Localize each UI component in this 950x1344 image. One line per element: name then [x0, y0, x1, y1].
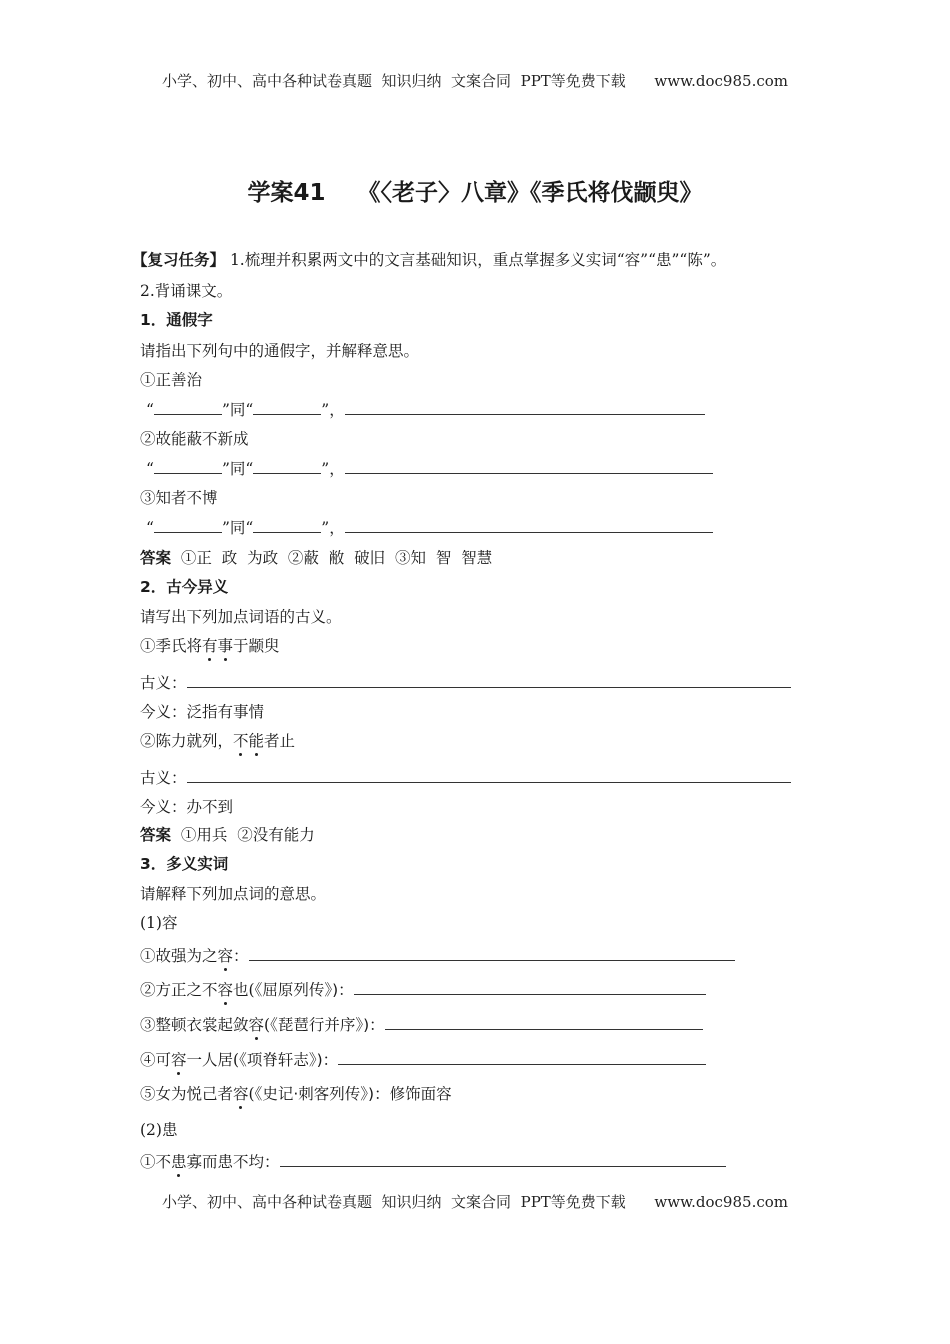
modern-meaning-1: 今义：泛指有事情 [140, 703, 265, 721]
review-task-2: 2.背诵课文。 [140, 282, 233, 300]
blank-field[interactable] [187, 672, 791, 688]
blank-field[interactable] [385, 1014, 703, 1030]
answer-2 [140, 825, 315, 845]
blank-field[interactable] [253, 399, 321, 415]
ancient-meaning-line-1[interactable]: 古义： [140, 672, 791, 692]
rong-item-3[interactable]: ③整顿衣裳起敛容(《琵琶行并序》)： [140, 1014, 703, 1034]
page-footer: 小学、初中、高中各种试卷真题 知识归纳 文案合同 PPT等免费下载 www.doc985.com [161, 1193, 788, 1211]
instruction-1: 请指出下列句中的通假字，并解释意思。 [140, 342, 420, 360]
rong-item-5: ⑤女为悦己者容(《史记·刺客列传》)：修饰面容 [140, 1085, 452, 1103]
rong-answer-5: 修饰面容 [389, 1085, 452, 1103]
section-heading-gujinyiyi: 2．古今异义 [140, 578, 229, 596]
section-heading-tongjiazi: 1．通假字 [140, 311, 213, 329]
page-title: 学案41 《〈老子〉八章》《季氏将伐颛臾》 [247, 180, 703, 206]
group-huan: (2)患 [140, 1121, 178, 1139]
answer-1 [140, 548, 492, 568]
blank-field[interactable] [154, 399, 222, 415]
blank-field[interactable] [154, 458, 222, 474]
blank-field[interactable] [345, 399, 705, 415]
tongjia-answer-line-1[interactable]: “ ”同“ ”， [146, 399, 705, 419]
blank-field[interactable] [345, 517, 713, 533]
blank-field[interactable] [338, 1049, 706, 1065]
blank-field[interactable] [154, 517, 222, 533]
instruction-3: 请解释下列加点词的意思。 [140, 885, 327, 903]
instruction-2: 请写出下列加点词语的古义。 [140, 608, 342, 626]
group-rong: (1)容 [140, 914, 178, 932]
blank-field[interactable] [280, 1151, 726, 1167]
tongjia-item-1: ①正善治 [140, 371, 203, 389]
blank-field[interactable] [249, 945, 735, 961]
review-task-1 [132, 250, 726, 270]
blank-field[interactable] [345, 458, 713, 474]
blank-field[interactable] [354, 979, 706, 995]
blank-field[interactable] [253, 517, 321, 533]
tongjia-answer-line-3[interactable]: “ ”同“ ”， [146, 517, 713, 537]
rong-item-2[interactable]: ②方正之不容也(《屈原列传》)： [140, 979, 706, 999]
review-task1-text: 1.梳理并积累两文中的文言基础知识，重点掌握多义实词“容”“患”“陈”。 [225, 251, 727, 269]
tongjia-answer-line-2[interactable]: “ ”同“ ”， [146, 458, 713, 478]
gujin-item-2: ②陈力就列，不能者止 [140, 732, 296, 750]
section-heading-duoyi: 3．多义实词 [140, 855, 229, 873]
page-header: 小学、初中、高中各种试卷真题 知识归纳 文案合同 PPT等免费下载 www.doc985.com [161, 72, 788, 90]
tongjia-item-2: ②故能蔽不新成 [140, 430, 249, 448]
ancient-meaning-line-2[interactable]: 古义： [140, 767, 791, 787]
answer-text: ①正 政 为政 ②蔽 敝 破旧 ③知 智 智慧 [171, 549, 493, 567]
answer-label: 答案 [140, 826, 172, 844]
blank-field[interactable] [187, 767, 791, 783]
modern-meaning-2: 今义：办不到 [140, 798, 234, 816]
gujin-item-1: ①季氏将有事于颛臾 [140, 637, 280, 655]
rong-item-1[interactable]: ①故强为之容： [140, 945, 735, 965]
huan-item-1[interactable]: ①不患寡而患不均： [140, 1151, 726, 1171]
blank-field[interactable] [253, 458, 321, 474]
review-label: 【复习任务】 [132, 251, 226, 269]
rong-item-4[interactable]: ④可容一人居(《项脊轩志》)： [140, 1049, 706, 1069]
tongjia-item-3: ③知者不博 [140, 489, 218, 507]
answer-text: ①用兵 ②没有能力 [171, 826, 315, 844]
answer-label: 答案 [140, 549, 172, 567]
